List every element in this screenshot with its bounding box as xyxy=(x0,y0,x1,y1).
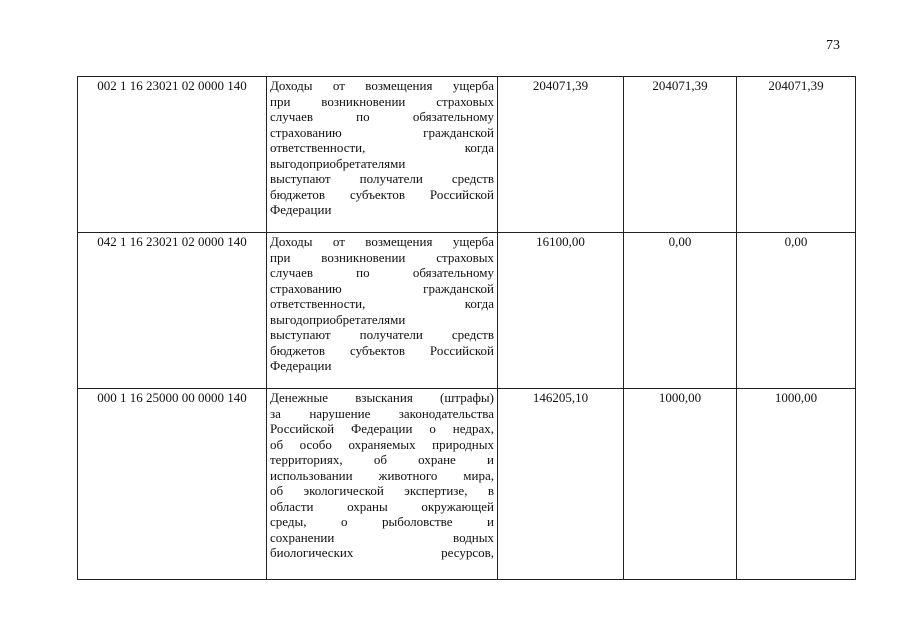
description-line: области охраны окружающей xyxy=(270,498,494,514)
amount-value: 204071,39 xyxy=(532,78,589,93)
description-line: об экологической экспертизе, в xyxy=(270,483,494,498)
income-description xyxy=(267,233,498,389)
page-number: 73 xyxy=(826,38,840,53)
table-row xyxy=(78,77,856,233)
description-line: выгодоприобретателями xyxy=(270,155,406,171)
amount-value: 0,00 xyxy=(784,234,808,249)
description-line: биологических ресурсов, xyxy=(270,545,494,560)
description-line: выступают получатели средств xyxy=(270,327,494,342)
description-line: за нарушение законодательства xyxy=(270,405,494,421)
amount-cell xyxy=(624,77,737,233)
description-line: Российской Федерации о недрах, xyxy=(270,421,494,436)
classification-code: 000 1 16 25000 00 0000 140 xyxy=(78,389,267,580)
description-line: при возникновении страховых xyxy=(270,249,494,265)
description-line: Доходы от возмещения ущерба xyxy=(270,78,494,93)
amount-cell xyxy=(498,77,624,233)
amount-cell xyxy=(498,233,624,389)
amount-cell xyxy=(737,389,856,580)
amount-value: 1000,00 xyxy=(774,390,818,405)
description-line: Денежные взыскания (штрафы) xyxy=(270,390,494,405)
description-line: об особо охраняемых природных xyxy=(270,436,494,452)
amount-value: 204071,39 xyxy=(768,78,824,93)
amount-cell xyxy=(737,77,856,233)
description-line: ответственности, когда xyxy=(270,140,494,155)
description-line: Федерации xyxy=(270,202,332,217)
description-line: Федерации xyxy=(270,358,332,373)
classification-code: 002 1 16 23021 02 0000 140 xyxy=(78,77,267,233)
amount-cell xyxy=(737,233,856,389)
amount-value: 146205,10 xyxy=(532,390,589,405)
description-line: бюджетов субъектов Российской xyxy=(270,342,494,358)
description-line: сохранении водных xyxy=(270,529,494,545)
description-line: страхованию гражданской xyxy=(270,280,494,296)
description-line: территориях, об охране и xyxy=(270,452,494,467)
amount-value: 0,00 xyxy=(668,234,692,249)
description-line: Доходы от возмещения ущерба xyxy=(270,234,494,249)
description-line: ответственности, когда xyxy=(270,296,494,311)
description-line: среды, о рыболовстве и xyxy=(270,514,494,529)
table-row xyxy=(78,389,856,580)
amount-cell xyxy=(624,233,737,389)
description-line: использовании животного мира, xyxy=(270,467,494,483)
description-line: выступают получатели средств xyxy=(270,171,494,186)
amount-value: 204071,39 xyxy=(652,78,708,93)
income-description xyxy=(267,77,498,233)
amount-value: 1000,00 xyxy=(658,390,702,405)
description-line: выгодоприобретателями xyxy=(270,311,406,327)
table-row xyxy=(78,233,856,389)
description-line: страхованию гражданской xyxy=(270,124,494,140)
budget-table xyxy=(77,76,856,580)
classification-code: 042 1 16 23021 02 0000 140 xyxy=(78,233,267,389)
description-line: случаев по обязательному xyxy=(270,265,494,280)
description-line: при возникновении страховых xyxy=(270,93,494,109)
income-description xyxy=(267,389,498,580)
description-line: случаев по обязательному xyxy=(270,109,494,124)
amount-cell xyxy=(624,389,737,580)
description-line: бюджетов субъектов Российской xyxy=(270,186,494,202)
amount-cell xyxy=(498,389,624,580)
amount-value: 16100,00 xyxy=(536,234,585,249)
